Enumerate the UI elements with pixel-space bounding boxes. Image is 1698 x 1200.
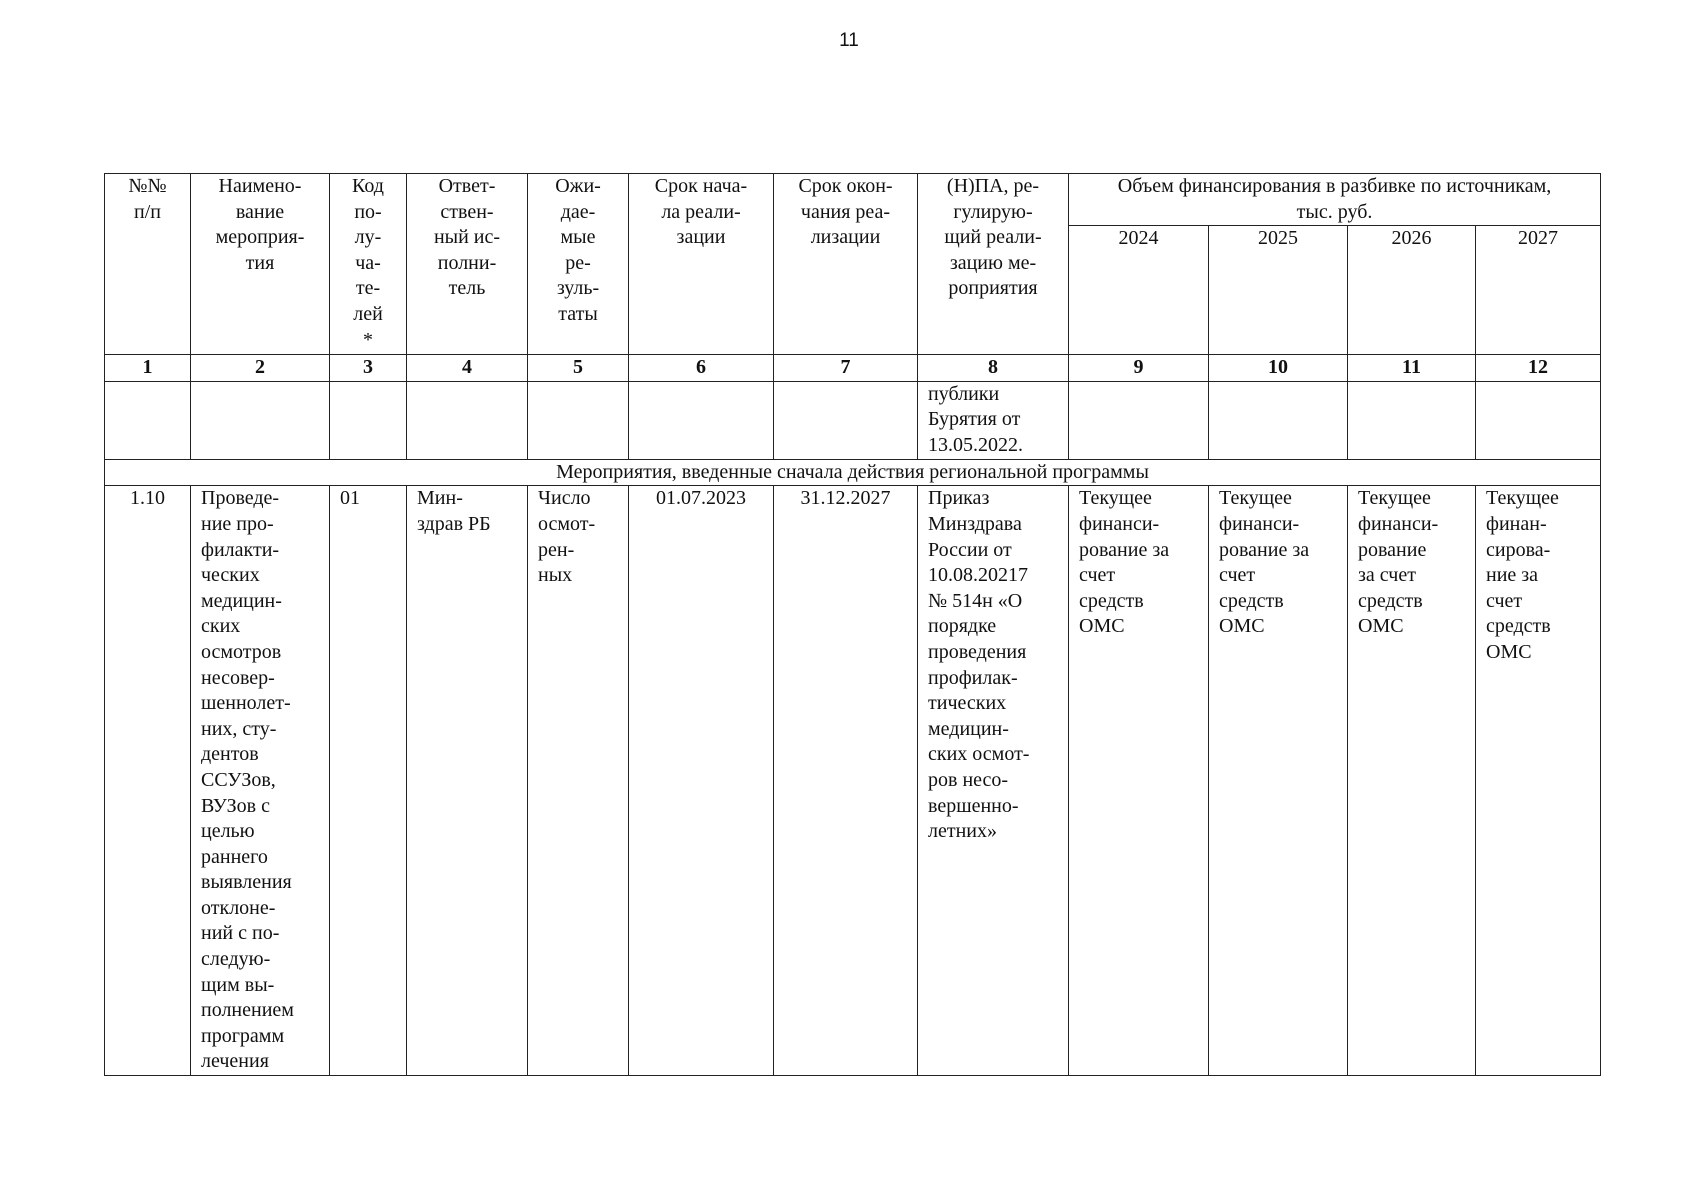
continuation-regulation-cell: публики Бурятия от 13.05.2022.: [918, 381, 1069, 459]
table-cell: [407, 381, 528, 459]
column-numbers-row: [105, 355, 1601, 382]
page-number: 11: [839, 30, 859, 51]
column-number: 5: [528, 355, 629, 382]
header-year-2025: 2025: [1209, 226, 1348, 355]
header-funding-group: Объем финансирования в разбивке по источникам, тыс. руб.: [1069, 174, 1601, 226]
column-number: 4: [407, 355, 528, 382]
header-activity-name: Наимено- вание мероприя- тия: [191, 174, 330, 355]
column-number: 11: [1348, 355, 1476, 382]
column-number: 3: [330, 355, 407, 382]
header-expected-results: Ожи- дае- мые ре- зуль- таты: [528, 174, 629, 355]
column-number: 10: [1209, 355, 1348, 382]
column-number: 7: [774, 355, 918, 382]
table-cell: [191, 381, 330, 459]
start-date-cell: 01.07.2023: [629, 486, 774, 1076]
funding-2027-cell: Текущее финан- сирова- ние за счет средств ОМС: [1476, 486, 1601, 1076]
recipient-code-cell: 01: [330, 486, 407, 1076]
regulation-cell: Приказ Минздрава России от 10.08.20217 № 514н «О порядке проведения профилак- тических медицин- ских осмот- ров несо- вершенно- летних»: [918, 486, 1069, 1076]
section-row: [105, 459, 1601, 486]
table-cell: [629, 381, 774, 459]
funding-2024-cell: Текущее финанси- рование за счет средств ОМС: [1069, 486, 1209, 1076]
table-cell: [774, 381, 918, 459]
activity-name-cell: Проведе- ние про- филакти- ческих медицин- ских осмотров несовер- шеннолет- них, сту- дентов ССУЗов, ВУЗов с целью раннего выявления отклоне- ний с по- следую- щим вы- полнением программ лечения: [191, 486, 330, 1076]
header-number: №№ п/п: [105, 174, 191, 355]
column-number: 2: [191, 355, 330, 382]
end-date-cell: 31.12.2027: [774, 486, 918, 1076]
table-cell: [528, 381, 629, 459]
header-row-1: [105, 174, 1601, 226]
expected-results-cell: Число осмот- рен- ных: [528, 486, 629, 1076]
row-number: 1.10: [105, 486, 191, 1076]
continuation-row: [105, 381, 1601, 459]
header-start-date: Срок нача- ла реали- зации: [629, 174, 774, 355]
column-number: 12: [1476, 355, 1601, 382]
program-activities-table: [104, 173, 1601, 1076]
header-responsible: Ответ- ствен- ный ис- полни- тель: [407, 174, 528, 355]
header-year-2027: 2027: [1476, 226, 1601, 355]
table-cell: [1069, 381, 1209, 459]
column-number: 6: [629, 355, 774, 382]
table-cell: [105, 381, 191, 459]
header-regulation: (Н)ПА, ре- гулирую- щий реали- зацию ме- роприятия: [918, 174, 1069, 355]
header-year-2024: 2024: [1069, 226, 1209, 355]
header-year-2026: 2026: [1348, 226, 1476, 355]
table-cell: [330, 381, 407, 459]
column-number: 8: [918, 355, 1069, 382]
table-row: [105, 486, 1601, 1076]
section-title: Мероприятия, введенные сначала действия региональной программы: [105, 459, 1601, 486]
header-end-date: Срок окон- чания реа- лизации: [774, 174, 918, 355]
column-number: 1: [105, 355, 191, 382]
funding-2025-cell: Текущее финанси- рование за счет средств ОМС: [1209, 486, 1348, 1076]
table-cell: [1209, 381, 1348, 459]
funding-2026-cell: Текущее финанси- рование за счет средств ОМС: [1348, 486, 1476, 1076]
header-recipient-code: Код по- лу- ча- те- лей *: [330, 174, 407, 355]
table-cell: [1476, 381, 1601, 459]
responsible-cell: Мин- здрав РБ: [407, 486, 528, 1076]
column-number: 9: [1069, 355, 1209, 382]
table-cell: [1348, 381, 1476, 459]
